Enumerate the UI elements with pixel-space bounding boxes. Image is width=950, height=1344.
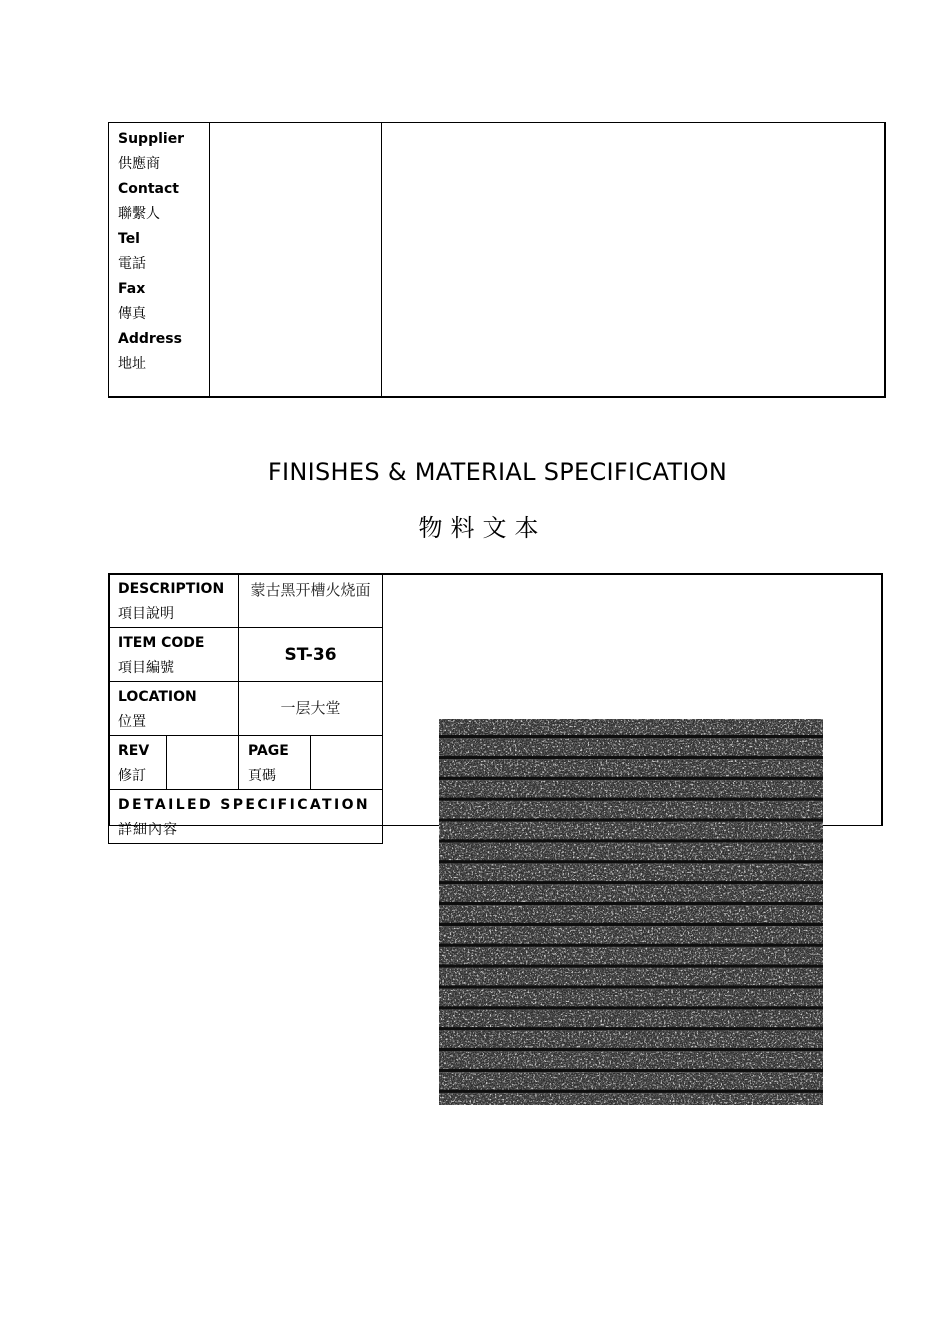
groove-highlight <box>439 947 823 948</box>
supplier-label: Supplier <box>118 131 185 147</box>
groove-highlight <box>439 884 823 885</box>
groove-highlight <box>439 1093 823 1094</box>
granite-sample-image <box>439 719 823 1105</box>
rev-label: REV <box>118 743 150 759</box>
groove-line <box>439 1090 823 1093</box>
groove-line <box>439 985 823 988</box>
rev-label-cell <box>109 736 167 790</box>
description-label-cell <box>109 574 239 628</box>
groove-line <box>439 756 823 759</box>
groove-highlight <box>439 1072 823 1073</box>
tel-label-zh: 電話 <box>118 256 146 272</box>
document-title: FINISHES & MATERIAL SPECIFICATION <box>267 458 728 486</box>
supplier-labels <box>109 123 210 398</box>
groove-highlight <box>439 863 823 864</box>
description-value-cell <box>239 574 383 628</box>
tel-label: Tel <box>118 231 140 247</box>
groove-line <box>439 860 823 863</box>
supplier-logo-cell <box>382 123 886 398</box>
groove-line <box>439 777 823 780</box>
groove-highlight <box>439 843 823 844</box>
groove-highlight <box>439 1030 823 1031</box>
detailed-spec-label: DETAILED SPECIFICATION <box>118 797 371 813</box>
groove-line <box>439 944 823 947</box>
groove-line <box>439 965 823 968</box>
fax-label-zh: 傳真 <box>118 306 146 322</box>
groove-line <box>439 1048 823 1051</box>
address-label-zh: 地址 <box>118 356 146 372</box>
groove-highlight <box>439 1009 823 1010</box>
location-label-zh: 位置 <box>118 714 146 730</box>
groove-line <box>439 923 823 926</box>
groove-highlight <box>439 780 823 781</box>
page-label-zh: 頁碼 <box>248 768 276 784</box>
contact-label: Contact <box>118 181 179 197</box>
document-title-zh: 物料文本 <box>418 514 547 542</box>
groove-line <box>439 1069 823 1072</box>
groove-line <box>439 735 823 738</box>
address-label: Address <box>118 331 182 347</box>
groove-highlight <box>439 926 823 927</box>
groove-line <box>439 881 823 884</box>
location-label: LOCATION <box>118 689 197 705</box>
item-code-label: ITEM CODE <box>118 635 205 651</box>
groove-line <box>439 902 823 905</box>
description-label-zh: 項目說明 <box>118 606 174 622</box>
page-value <box>311 736 383 790</box>
groove-highlight <box>439 989 823 990</box>
page-label: PAGE <box>248 743 289 759</box>
item-code-value: ST-36 <box>239 628 383 682</box>
groove-highlight <box>439 759 823 760</box>
supplier-label-zh: 供應商 <box>118 156 160 172</box>
supplier-table <box>108 122 886 398</box>
detailed-spec-label-zh: 詳細內容 <box>118 822 178 838</box>
rev-label-zh: 修訂 <box>118 768 146 784</box>
description-label: DESCRIPTION <box>118 581 225 597</box>
page-label-cell <box>239 736 311 790</box>
contact-label-zh: 聯繫人 <box>118 206 160 222</box>
location-label-cell <box>109 682 239 736</box>
groove-highlight <box>439 822 823 823</box>
groove-line <box>439 1006 823 1009</box>
detailed-spec-cell <box>109 790 383 844</box>
groove-highlight <box>439 738 823 739</box>
item-code-label-cell <box>109 628 239 682</box>
groove-highlight <box>439 801 823 802</box>
groove-line <box>439 798 823 801</box>
groove-highlight <box>439 968 823 969</box>
supplier-value-cell[interactable] <box>210 123 382 398</box>
groove-line <box>439 1027 823 1030</box>
rev-value <box>167 736 239 790</box>
groove-line <box>439 818 823 821</box>
fax-label: Fax <box>118 281 146 297</box>
groove-highlight <box>439 1051 823 1052</box>
groove-highlight <box>439 905 823 906</box>
groove-line <box>439 839 823 842</box>
item-code-label-zh: 項目編號 <box>118 660 174 676</box>
description-value: 蒙古黑开槽火烧面 <box>250 581 371 599</box>
location-value: 一层大堂 <box>239 682 383 736</box>
spec-table <box>108 573 383 844</box>
